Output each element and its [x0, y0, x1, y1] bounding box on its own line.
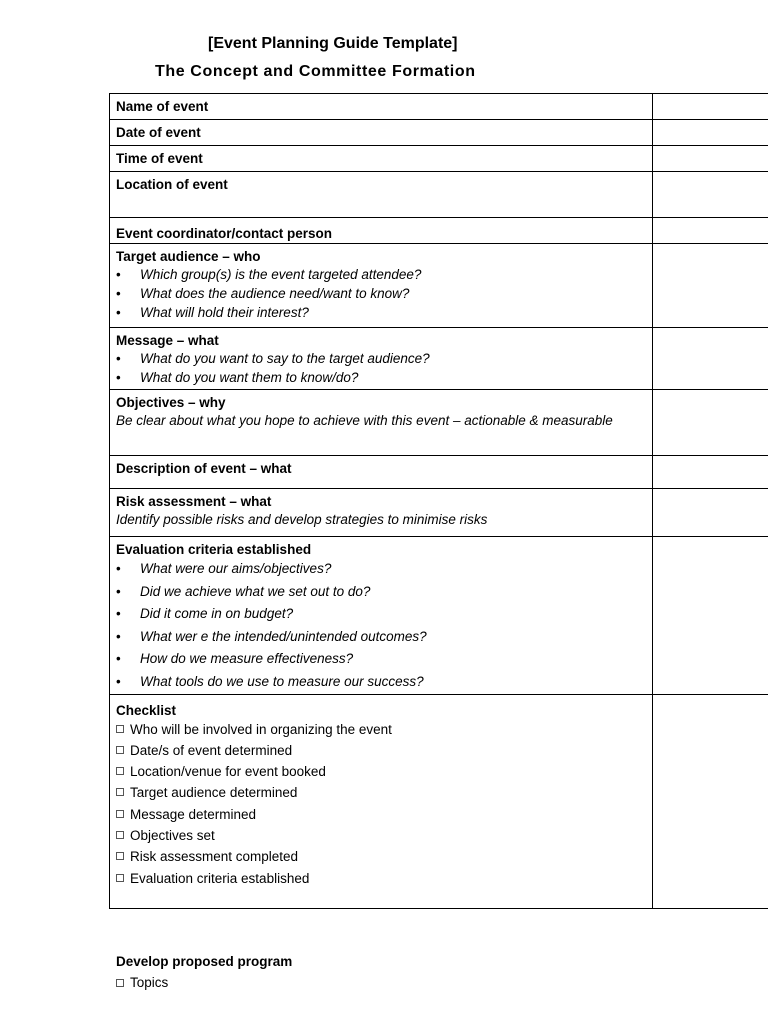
table-row [110, 328, 768, 390]
checklist-item[interactable] [116, 972, 168, 993]
section-heading: Develop proposed program [116, 954, 293, 969]
checklist-item-label: Risk assessment completed [130, 849, 299, 865]
input-cell-description[interactable] [653, 456, 768, 489]
row-label-objectives: Objectives – why [116, 395, 226, 410]
checklist-item-label: Evaluation criteria established [130, 870, 310, 886]
input-cell-coordinator[interactable] [653, 218, 768, 244]
input-cell-evaluation[interactable] [653, 537, 768, 695]
checklist-item[interactable] [116, 825, 646, 846]
table-row [110, 218, 768, 244]
list-item: • What wer e the intended/unintended outcomes? [116, 626, 646, 649]
checklist-item-label: Location/venue for event booked [130, 764, 326, 780]
input-cell-name[interactable] [653, 94, 768, 120]
row-label-description: Description of event – what [116, 461, 292, 476]
label-cell [110, 244, 653, 328]
label-cell [110, 489, 653, 537]
table-row [110, 120, 768, 146]
checkbox-icon[interactable] [116, 979, 124, 987]
table-row [110, 489, 768, 537]
checkbox-icon[interactable] [116, 725, 124, 733]
label-cell [110, 456, 653, 489]
table-row [110, 694, 768, 908]
list-item: • What will hold their interest? [116, 303, 646, 322]
list-item: • What were our aims/objectives? [116, 558, 646, 581]
checklist-item-label: Objectives set [130, 828, 215, 844]
document-title: [Event Planning Guide Template] [208, 35, 458, 52]
list-item: • What does the audience need/want to know? [116, 284, 646, 303]
label-cell [110, 94, 653, 120]
input-cell-time[interactable] [653, 146, 768, 172]
row-label-name: Name of event [116, 99, 209, 114]
checklist-item-label: Topics [130, 975, 169, 990]
checklist-item-label: Message determined [130, 806, 257, 822]
label-cell [110, 537, 653, 695]
row-label-date: Date of event [116, 125, 201, 140]
input-cell-location[interactable] [653, 172, 768, 218]
evaluation-bullet-list [116, 558, 646, 694]
label-cell [110, 146, 653, 172]
checkbox-icon[interactable] [116, 788, 124, 796]
objectives-description: Be clear about what you hope to achieve with this event – actionable & measurable [116, 413, 613, 428]
checklist-item[interactable] [116, 804, 646, 825]
list-item: • What tools do we use to measure our success? [116, 671, 646, 694]
checklist-item[interactable] [116, 868, 646, 889]
row-label-coordinator: Event coordinator/contact person [116, 226, 333, 241]
list-item: • How do we measure effectiveness? [116, 648, 646, 671]
row-label-target: Target audience – who [116, 249, 261, 264]
label-cell [110, 694, 653, 908]
row-label-time: Time of event [116, 151, 203, 166]
input-cell-risk[interactable] [653, 489, 768, 537]
table-row [110, 172, 768, 218]
planning-table [109, 93, 768, 909]
table-row [110, 390, 768, 456]
message-bullet-list [116, 349, 646, 387]
list-item: • What do you want them to know/do? [116, 368, 646, 387]
label-cell [110, 218, 653, 244]
label-cell [110, 390, 653, 456]
checklist-item-label: Who will be involved in organizing the event [130, 721, 392, 737]
row-label-evaluation: Evaluation criteria established [116, 542, 312, 557]
table-row [110, 456, 768, 489]
checklist-list [116, 719, 646, 889]
checklist-item-label: Target audience determined [130, 785, 298, 801]
list-item: • Did we achieve what we set out to do? [116, 581, 646, 604]
target-bullet-list [116, 265, 646, 322]
input-cell-message[interactable] [653, 328, 768, 390]
table-row [110, 244, 768, 328]
row-label-checklist: Checklist [116, 702, 177, 718]
checkbox-icon[interactable] [116, 874, 124, 882]
checklist-item[interactable] [116, 740, 646, 761]
input-cell-target[interactable] [653, 244, 768, 328]
row-label-message: Message – what [116, 333, 219, 348]
document-subtitle: The Concept and Committee Formation [155, 63, 476, 80]
row-label-location: Location of event [116, 177, 228, 192]
checkbox-icon[interactable] [116, 852, 124, 860]
list-item: • Did it come in on budget? [116, 603, 646, 626]
checkbox-icon[interactable] [116, 746, 124, 754]
checklist-item[interactable] [116, 846, 646, 867]
checkbox-icon[interactable] [116, 831, 124, 839]
risk-description: Identify possible risks and develop strategies to minimise risks [116, 512, 488, 527]
input-cell-date[interactable] [653, 120, 768, 146]
checklist-item[interactable] [116, 719, 646, 740]
input-cell-objectives[interactable] [653, 390, 768, 456]
list-item: • What do you want to say to the target audience? [116, 349, 646, 368]
label-cell [110, 328, 653, 390]
checkbox-icon[interactable] [116, 767, 124, 775]
checklist-item[interactable] [116, 761, 646, 782]
row-label-risk: Risk assessment – what [116, 494, 272, 509]
table-row [110, 146, 768, 172]
list-item: • Which group(s) is the event targeted attendee? [116, 265, 646, 284]
table-row [110, 94, 768, 120]
checkbox-icon[interactable] [116, 810, 124, 818]
label-cell [110, 120, 653, 146]
checklist-item[interactable] [116, 782, 646, 803]
table-row [110, 537, 768, 695]
input-cell-checklist[interactable] [653, 694, 768, 908]
label-cell [110, 172, 653, 218]
checklist-item-label: Date/s of event determined [130, 742, 293, 758]
